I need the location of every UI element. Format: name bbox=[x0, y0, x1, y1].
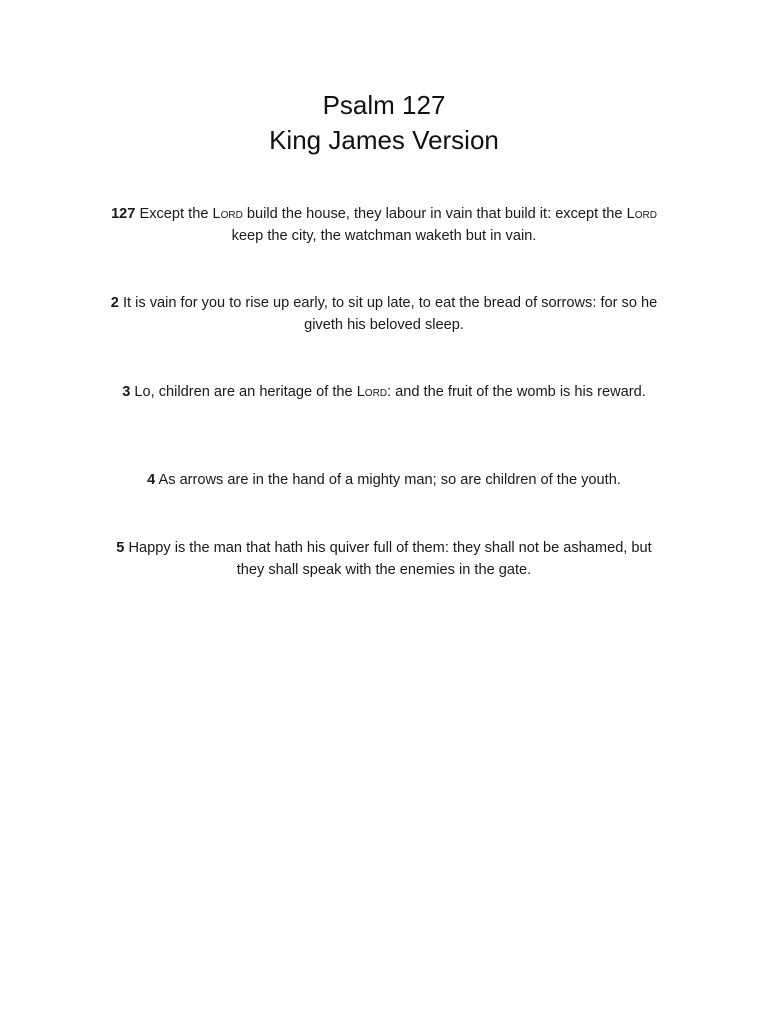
divine-name: Lord bbox=[212, 206, 243, 222]
title-psalm: Psalm 127 bbox=[322, 90, 446, 120]
verse-text: Except the bbox=[135, 206, 213, 222]
verse-paragraph bbox=[108, 381, 660, 403]
verse-text: Happy is the man that hath his quiver full of them: they shall not be ashamed, but they shall speak with the enemies in the gate. bbox=[124, 540, 652, 578]
verse-text: : and the fruit of the womb is his reward. bbox=[387, 384, 646, 400]
verse-number: 3 bbox=[122, 384, 131, 400]
verse-text: It is vain for you to rise up early, to sit up late, to eat the bread of sorrows: for so he giveth his beloved sleep. bbox=[118, 295, 658, 333]
verse-text: As arrows are in the hand of a mighty man; so are children of the youth. bbox=[155, 472, 621, 488]
verse-number: 4 bbox=[147, 472, 156, 488]
verse-text: build the house, they labour in vain that build it: except the bbox=[242, 206, 627, 222]
verse-number: 127 bbox=[111, 206, 136, 222]
verse-text: keep the city, the watchman waketh but in vain. bbox=[231, 228, 537, 244]
verse-paragraph bbox=[108, 292, 660, 336]
verse-paragraph bbox=[108, 203, 660, 247]
page-title bbox=[0, 88, 768, 158]
verse-number: 5 bbox=[116, 540, 125, 556]
verse-number: 2 bbox=[110, 295, 119, 311]
title-version: King James Version bbox=[269, 125, 499, 155]
verse-paragraph bbox=[108, 469, 660, 491]
divine-name: Lord bbox=[356, 384, 388, 400]
verse-text: Lo, children are an heritage of the bbox=[130, 384, 357, 400]
verse-paragraph bbox=[108, 537, 660, 581]
divine-name: Lord bbox=[626, 206, 657, 222]
